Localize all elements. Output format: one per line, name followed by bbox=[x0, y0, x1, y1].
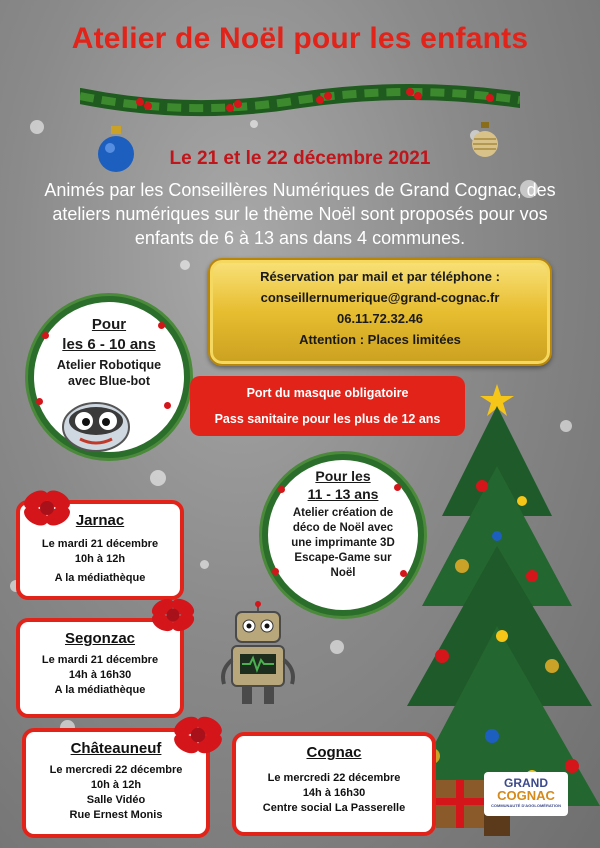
session-name: Segonzac bbox=[64, 630, 136, 647]
red-bow-icon bbox=[22, 486, 72, 530]
blue-bot-robot-image bbox=[60, 395, 132, 453]
red-bow-icon bbox=[150, 594, 196, 636]
session-card-cognac: Cognac Le mercredi 22 décembre 14h à 16h30 Centre social La Passerelle bbox=[232, 732, 436, 836]
group-young-desc2: avec Blue-bot bbox=[68, 374, 150, 388]
reservation-heading: Réservation par mail et par téléphone : bbox=[260, 269, 500, 284]
event-date: Le 21 et le 22 décembre 2021 bbox=[169, 148, 431, 169]
group-old-description: Atelier création de déco de Noël avec une imprimante 3D Escape-Game sur Noël bbox=[291, 507, 395, 579]
group-young-heading1: Pour bbox=[91, 316, 127, 333]
session-name: Jarnac bbox=[75, 512, 125, 529]
session-name: Châteauneuf bbox=[70, 740, 162, 757]
reservation-note: Attention : Places limitées bbox=[299, 332, 461, 347]
pass-rule: Pass sanitaire pour les plus de 12 ans bbox=[214, 412, 441, 426]
group-old-heading1: Pour les bbox=[315, 468, 371, 484]
gift-box-icon bbox=[434, 770, 486, 830]
intro-text: Animés par les Conseillères Numériques de Grand Cognac, des ateliers numériques sur le thème Noël sont proposés pour vos enfants de 6 à 13 ans dans 4 communes. bbox=[44, 180, 556, 248]
red-bow-icon bbox=[172, 712, 224, 758]
page-title: Atelier de Noël pour les enfants bbox=[71, 22, 529, 55]
group-young-desc1: Atelier Robotique bbox=[56, 358, 162, 372]
session-card-segonzac: Segonzac Le mardi 21 décembre 14h à 16h30 A la médiathèque bbox=[16, 618, 184, 718]
grand-cognac-logo: GRAND COGNAC COMMUNAUTÉ D'AGGLOMÉRATION bbox=[484, 772, 568, 816]
mask-rule: Port du masque obligatoire bbox=[246, 386, 409, 400]
wreath-11-13 bbox=[262, 454, 424, 616]
session-card-chateauneuf: Châteauneuf Le mercredi 22 décembre 10h à 12h Salle Vidéo Rue Ernest Monis bbox=[22, 728, 210, 838]
holly-garland-illustration bbox=[80, 74, 520, 134]
reservation-email[interactable]: conseillernumerique@grand-cognac.fr bbox=[260, 290, 500, 305]
reservation-phone[interactable]: 06.11.72.32.46 bbox=[336, 311, 424, 326]
session-name: Cognac bbox=[306, 744, 362, 761]
robot-illustration bbox=[218, 600, 298, 710]
group-old-heading2: 11 - 13 ans bbox=[307, 486, 379, 502]
reservation-plaque bbox=[208, 258, 552, 366]
session-card-jarnac: Jarnac Le mardi 21 décembre 10h à 12h A la médiathèque bbox=[16, 500, 184, 600]
group-young-heading2: les 6 - 10 ans bbox=[62, 336, 156, 353]
